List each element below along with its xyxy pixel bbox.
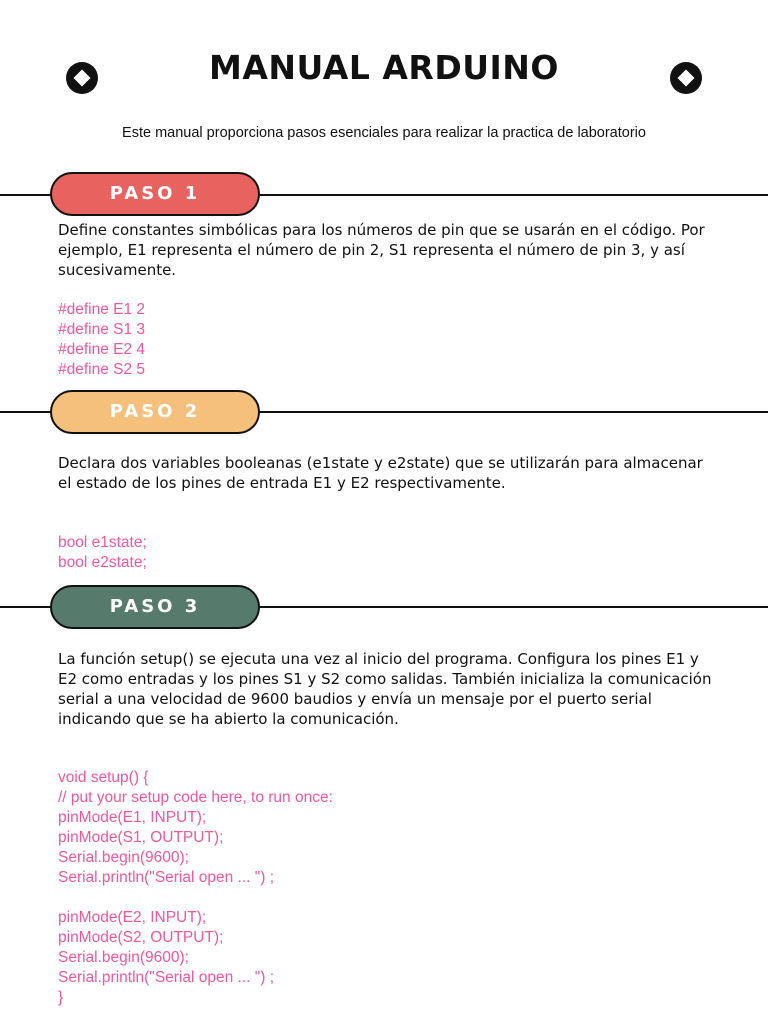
intro-text: Este manual proporciona pasos esenciales para realizar la practica de laboratorio [122,125,646,141]
code-line: #define S2 5 [58,361,146,378]
code-line: bool e2state; [58,554,147,571]
paso-1-badge: PASO 1 [50,172,260,216]
code-line: Serial.begin(9600); [58,949,189,966]
code-line: Serial.println("Serial open ... ") ; [58,869,275,886]
diamond-right-icon [670,62,702,94]
paso-1-code [58,300,718,380]
paso-1-description: Define constantes simbólicas para los números de pin que se usarán en el código. Por ejemplo, E1 representa el número de pin 2, S1 representa el número de pin 3, y así sucesivamente. [58,221,705,279]
code-line [58,888,718,908]
code-line: } [58,989,64,1006]
code-line: void setup() { [58,769,149,786]
code-line: Serial.println("Serial open ... ") ; [58,969,275,986]
paso-3-badge: PASO 3 [50,585,260,629]
code-line: #define E1 2 [58,301,146,318]
code-line: Serial.begin(9600); [58,849,189,866]
code-line: pinMode(E1, INPUT); [58,809,207,826]
code-line: pinMode(S1, OUTPUT); [58,829,224,846]
code-line: #define E2 4 [58,341,146,358]
code-line: pinMode(E2, INPUT); [58,909,207,926]
page-title: MANUAL ARDUINO [209,48,559,87]
paso-2-description: Declara dos variables booleanas (e1state y e2state) que se utilizarán para almacenar el estado de los pines de entrada E1 y E2 respectivamente. [58,454,703,492]
paso-2-badge: PASO 2 [50,390,260,434]
paso-3-description: La función setup() se ejecuta una vez al inicio del programa. Configura los pines E1 y E2 como entradas y los pines S1 y S2 como salidas. También inicializa la comunicación serial a una velocidad de 9600 baudios y envía un mensaje por el puerto serial indicando que se ha abierto la comunicación. [58,650,712,728]
paso-2-code [58,533,718,573]
code-line: // put your setup code here, to run once: [58,789,333,806]
code-line: bool e1state; [58,534,147,551]
paso-3-code [58,768,718,1008]
code-line: #define S1 3 [58,321,146,338]
code-line: pinMode(S2, OUTPUT); [58,929,224,946]
